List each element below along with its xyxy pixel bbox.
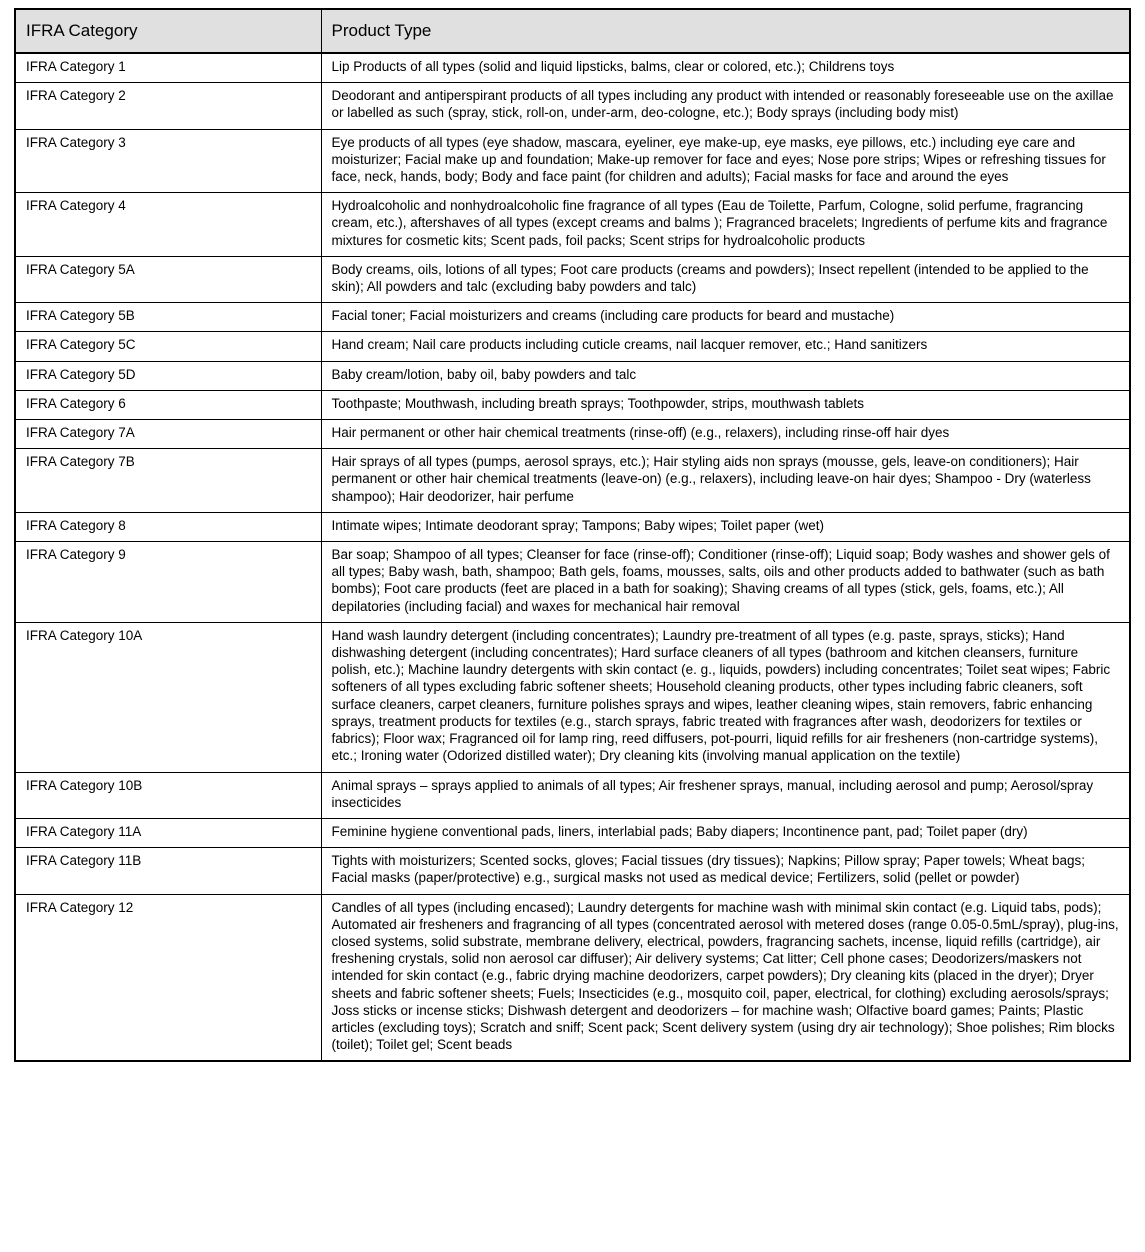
product-type-cell: Intimate wipes; Intimate deodorant spray; Tampons; Baby wipes; Toilet paper (wet) <box>321 512 1130 541</box>
table-row <box>15 894 1130 1061</box>
product-type-cell: Hair sprays of all types (pumps, aerosol sprays, etc.); Hair styling aids non sprays (mousse, gels, leave-on conditioners); Hair permanent or other hair chemical treatments (leave-on) (e.g., relaxers), including leave-on hair dyes; Shampoo - Dry (waterless shampoo); Hair deodorizer, hair perfume <box>321 449 1130 513</box>
product-type-cell: Toothpaste; Mouthwash, including breath sprays; Toothpowder, strips, mouthwash tablets <box>321 390 1130 419</box>
ifra-category-cell: IFRA Category 1 <box>15 53 321 83</box>
ifra-category-table <box>14 8 1131 1062</box>
product-type-cell: Feminine hygiene conventional pads, liners, interlabial pads; Baby diapers; Incontinence pant, pad; Toilet paper (dry) <box>321 818 1130 847</box>
table-row <box>15 303 1130 332</box>
ifra-category-cell: IFRA Category 4 <box>15 193 321 257</box>
table-row <box>15 83 1130 129</box>
product-type-cell: Hydroalcoholic and nonhydroalcoholic fine fragrance of all types (Eau de Toilette, Parfum, Cologne, solid perfume, fragrancing cream, etc.), aftershaves of all types (except creams and balms ); Fragranced bracelets; Ingredients of perfume kits and fragrance mixtures for cosmetic kits; Scent pads, foil packs; Scent strips for hydroalcoholic products <box>321 193 1130 257</box>
table-row <box>15 848 1130 894</box>
table-row <box>15 390 1130 419</box>
product-type-cell: Body creams, oils, lotions of all types; Foot care products (creams and powders); Insect repellent (intended to be applied to the skin); All powders and talc (excluding baby powders and talc) <box>321 256 1130 302</box>
table-row <box>15 129 1130 193</box>
ifra-category-cell: IFRA Category 12 <box>15 894 321 1061</box>
product-type-cell: Lip Products of all types (solid and liquid lipsticks, balms, clear or colored, etc.); Childrens toys <box>321 53 1130 83</box>
table-body <box>15 53 1130 1061</box>
ifra-category-cell: IFRA Category 5D <box>15 361 321 390</box>
table-row <box>15 256 1130 302</box>
ifra-category-cell: IFRA Category 11B <box>15 848 321 894</box>
table-row <box>15 542 1130 623</box>
table-row <box>15 772 1130 818</box>
product-type-cell: Deodorant and antiperspirant products of all types including any product with intended or reasonably foreseeable use on the axillae or labelled as such (spray, stick, roll-on, under-arm, deo-cologne, etc.); Body sprays (including body mist) <box>321 83 1130 129</box>
table-row <box>15 420 1130 449</box>
table-row <box>15 512 1130 541</box>
product-type-cell: Baby cream/lotion, baby oil, baby powders and talc <box>321 361 1130 390</box>
ifra-category-cell: IFRA Category 5C <box>15 332 321 361</box>
table-row <box>15 53 1130 83</box>
header-row <box>15 9 1130 53</box>
ifra-category-cell: IFRA Category 11A <box>15 818 321 847</box>
table-row <box>15 818 1130 847</box>
column-header-ifra-category: IFRA Category <box>15 9 321 53</box>
product-type-cell: Tights with moisturizers; Scented socks, gloves; Facial tissues (dry tissues); Napkins; Pillow spray; Paper towels; Wheat bags; Facial masks (paper/protective) e.g., surgical masks not used as medical device; Fertilizers, solid (pellet or powder) <box>321 848 1130 894</box>
table-row <box>15 449 1130 513</box>
product-type-cell: Hand cream; Nail care products including cuticle creams, nail lacquer remover, etc.; Hand sanitizers <box>321 332 1130 361</box>
product-type-cell: Facial toner; Facial moisturizers and creams (including care products for beard and mustache) <box>321 303 1130 332</box>
ifra-category-cell: IFRA Category 7A <box>15 420 321 449</box>
ifra-category-cell: IFRA Category 9 <box>15 542 321 623</box>
table-row <box>15 622 1130 772</box>
ifra-category-cell: IFRA Category 5A <box>15 256 321 302</box>
ifra-category-cell: IFRA Category 8 <box>15 512 321 541</box>
table-row <box>15 193 1130 257</box>
ifra-category-cell: IFRA Category 10B <box>15 772 321 818</box>
product-type-cell: Hair permanent or other hair chemical treatments (rinse-off) (e.g., relaxers), including rinse-off hair dyes <box>321 420 1130 449</box>
table-header <box>15 9 1130 53</box>
ifra-category-cell: IFRA Category 5B <box>15 303 321 332</box>
product-type-cell: Candles of all types (including encased); Laundry detergents for machine wash with minimal skin contact (e.g. Liquid tabs, pods); Automated air fresheners and fragrancing of all types (concentrated aerosol with metered doses (range 0.05-0.5mL/spray), plug-ins, closed systems, solid substrate, membrane delivery, electrical, powders, fragrancing sachets, incense, liquid refills (cartridge), air freshening crystals, solid non aerosol car diffuser); Air delivery systems; Cat litter; Cell phone cases; Deodorizers/maskers not intended for skin contact (e.g., fabric drying machine deodorizers, carpet powders); Dry cleaning kits (placed in the dryer); Dryer sheets and fabric softener sheets; Fuels; Insecticides (e.g., mosquito coil, paper, electrical, for clothing) excluding aerosols/sprays; Joss sticks or incense sticks; Dishwash detergent and deodorizers – for machine wash; Olfactive board games; Paints; Plastic articles (excluding toys); Scratch and sniff; Scent pack; Scent delivery system (using dry air technology); Shoe polishes; Rim blocks (toilet); Toilet gel; Scent beads <box>321 894 1130 1061</box>
ifra-category-cell: IFRA Category 6 <box>15 390 321 419</box>
column-header-product-type: Product Type <box>321 9 1130 53</box>
product-type-cell: Hand wash laundry detergent (including concentrates); Laundry pre-treatment of all types (e.g. paste, sprays, sticks); Hand dishwashing detergent (including concentrates); Hard surface cleaners of all types (bathroom and kitchen cleansers, furniture polish, etc.); Machine laundry detergents with skin contact (e. g., liquids, powders) including concentrates; Toilet seat wipes; Fabric softeners of all types excluding fabric softener sheets; Household cleaning products, other types including fabric cleaners, soft surface cleaners, carpet cleaners, furniture polishes sprays and wipes, leather cleaning wipes, stain removers, fabric enhancing sprays, treatment products for textiles (e.g., starch sprays, fabric treated with fragrances after wash, deodorizers for textiles or fabrics); Floor wax; Fragranced oil for lamp ring, reed diffusers, pot-pourri, liquid refills for air fresheners (non-cartridge systems), etc.; Ironing water (Odorized distilled water); Dry cleaning kits (involving manual application on the textile) <box>321 622 1130 772</box>
table-row <box>15 361 1130 390</box>
product-type-cell: Animal sprays – sprays applied to animals of all types; Air freshener sprays, manual, including aerosol and pump; Aerosol/spray insecticides <box>321 772 1130 818</box>
ifra-category-cell: IFRA Category 7B <box>15 449 321 513</box>
product-type-cell: Bar soap; Shampoo of all types; Cleanser for face (rinse-off); Conditioner (rinse-off); Liquid soap; Body washes and shower gels of all types; Baby wash, bath, shampoo; Bath gels, foams, mousses, salts, oils and other products added to bathwater (such as bath bombs); Foot care products (feet are placed in a bath for soaking); Shaving creams of all types (stick, gels, foams, etc.); All depilatories (including facial) and waxes for mechanical hair removal <box>321 542 1130 623</box>
product-type-cell: Eye products of all types (eye shadow, mascara, eyeliner, eye make-up, eye masks, eye pillows, etc.) including eye care and moisturizer; Facial make up and foundation; Make-up remover for face and eyes; Nose pore strips; Wipes or refreshing tissues for face, neck, hands, body; Body and face paint (for children and adults); Facial masks for face and around the eyes <box>321 129 1130 193</box>
ifra-category-cell: IFRA Category 3 <box>15 129 321 193</box>
ifra-category-cell: IFRA Category 10A <box>15 622 321 772</box>
ifra-category-cell: IFRA Category 2 <box>15 83 321 129</box>
table-row <box>15 332 1130 361</box>
